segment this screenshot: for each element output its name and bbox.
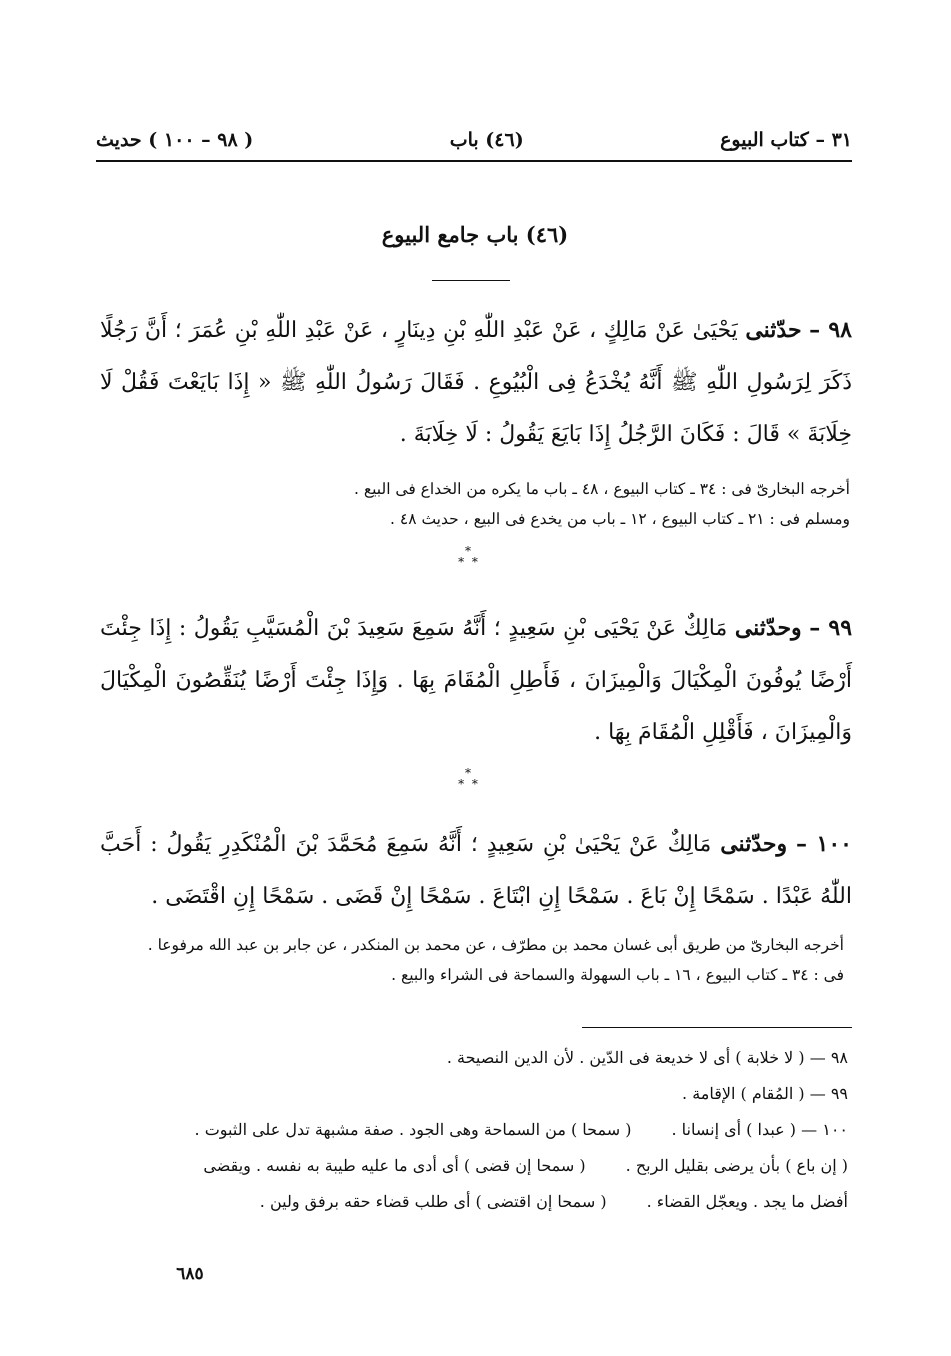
footnote: ٩٨ — ( لا خلابة ) أى لا خديعة فى الدّين . لأن الدين النصيحة . bbox=[446, 1048, 848, 1067]
source-line: ومسلم فى : ٢١ ـ كتاب البيوع ، ١٢ ـ باب من يخدع فى البيع ، حديث ٤٨ . bbox=[390, 510, 850, 528]
asterism bbox=[448, 546, 488, 576]
footnote: ( سمحا ) من السماحة وهى الجود . صفة مشبهة تدل على الثبوت . bbox=[194, 1120, 632, 1139]
asterism-star: * bbox=[465, 766, 471, 780]
running-header bbox=[96, 122, 852, 158]
asterism bbox=[448, 768, 488, 798]
footnote: ( إن باع ) بأن يرضى بقليل الربح . bbox=[625, 1156, 848, 1175]
hadith-100-sources bbox=[104, 930, 844, 990]
hadith-lead: وحدّثنى bbox=[734, 615, 802, 641]
footnotes bbox=[104, 1040, 848, 1220]
footnote: أفضل ما يجد . ويعجّل القضاء . bbox=[646, 1192, 848, 1211]
source-line: أخرجه البخارىّ من طريق أبى غسان محمد بن مطرّف ، عن محمد بن المنكدر ، عن جابر بن عبد الله مرفوعا . bbox=[147, 936, 844, 954]
asterism-star: * bbox=[458, 555, 465, 569]
page-number: ٦٨٥ bbox=[176, 1264, 204, 1284]
footnote-rule bbox=[582, 1027, 852, 1028]
hadith-text: يَحْيَىٰ عَنْ مَالِكٍ ، عَنْ عَبْدِ اللّٰهِ بْنِ دِينَارٍ ، عَنْ عَبْدِ اللّٰهِ بْنِ عُمَرَ ؛ أَنَّ رَجُلًا ذَكَرَ لِرَسُولِ اللّٰهِ ﷺ أَنَّهُ يُخْدَعُ فِى الْبُيُوعِ . فَقَالَ رَسُولُ اللّٰهِ ﷺ « إِذَا بَايَعْتَ فَقُلْ لَا خِلَابَةَ » قَالَ : فَكَانَ الرَّجُلُ إِذَا بَايَعَ يَقُولُ : لَا خِلَابَةَ . bbox=[100, 318, 852, 447]
footnote: ١٠٠ — ( عبدا ) أى إنسانا . bbox=[671, 1120, 848, 1139]
header-book: ٣١ – كتاب البيوع bbox=[720, 129, 852, 151]
asterism-star: * bbox=[471, 777, 478, 791]
hadith-98-sources bbox=[210, 474, 850, 534]
source-line: أخرجه البخارىّ فى : ٣٤ ـ كتاب البيوع ، ٤٨ ـ باب ما يكره من الخداع فى البيع . bbox=[354, 480, 850, 498]
hadith-99 bbox=[100, 602, 852, 759]
header-hadith-range: ( ٩٨ – ١٠٠ ) حديث bbox=[96, 129, 254, 151]
asterism-star: * bbox=[471, 555, 478, 569]
footnote: ٩٩ — ( المُقام ) الإقامة . bbox=[682, 1084, 848, 1103]
source-line: فى : ٣٤ ـ كتاب البيوع ، ١٦ ـ باب السهولة والسماحة فى الشراء والبيع . bbox=[391, 966, 844, 984]
header-chapter: (٤٦) باب bbox=[449, 129, 524, 151]
hadith-text: مَالِكٌ عَنْ يَحْيَى بْنِ سَعِيدٍ ؛ أَنَّهُ سَمِعَ سَعِيدَ بْنَ الْمُسَيَّبِ يَقُولُ : إِذَا جِئْتَ أَرْضًا يُوفُونَ الْمِكْيَالَ وَالْمِيزَانَ ، فَأَطِلِ الْمُقَامَ بِهَا . وَإِذَا جِئْتَ أَرْضًا يُنَقِّصُونَ الْمِكْيَالَ وَالْمِيزَانَ ، فَأَقْلِلِ الْمُقَامَ بِهَا . bbox=[100, 616, 852, 745]
hadith-text: مَالِكٌ عَنْ يَحْيَىٰ بْنِ سَعِيدٍ ؛ أَنَّهُ سَمِعَ مُحَمَّدَ بْنَ الْمُنْكَدِرِ يَقُولُ : أَحَبَّ اللّٰهُ عَبْدًا . سَمْحًا إِنْ بَاعَ . سَمْحًا إِنِ ابْتَاعَ . سَمْحًا إِنْ قَضَى . سَمْحًا إِنِ اقْتَضَى . bbox=[100, 832, 852, 909]
hadith-number: ٩٨ – bbox=[809, 317, 852, 343]
chapter-title: (٤٦) باب جامع البيوع bbox=[381, 222, 569, 247]
hadith-98 bbox=[100, 304, 852, 461]
footnote: ( سمحا إن قضى ) أى أدى ما عليه طيبة به نفسه . ويقضى bbox=[203, 1156, 586, 1175]
hadith-number: ١٠٠ – bbox=[795, 831, 852, 857]
title-rule bbox=[432, 280, 510, 281]
footnote: ( سمحا إن اقتضى ) أى طلب قضاء حقه برفق ولين . bbox=[259, 1192, 607, 1211]
header-rule bbox=[96, 160, 852, 162]
hadith-number: ٩٩ – bbox=[809, 615, 853, 641]
hadith-lead: حدّثنى bbox=[745, 317, 802, 343]
asterism-star: * bbox=[458, 777, 465, 791]
hadith-100 bbox=[100, 818, 852, 923]
asterism-star: * bbox=[465, 544, 471, 558]
hadith-lead: وحدّثنى bbox=[720, 831, 788, 857]
